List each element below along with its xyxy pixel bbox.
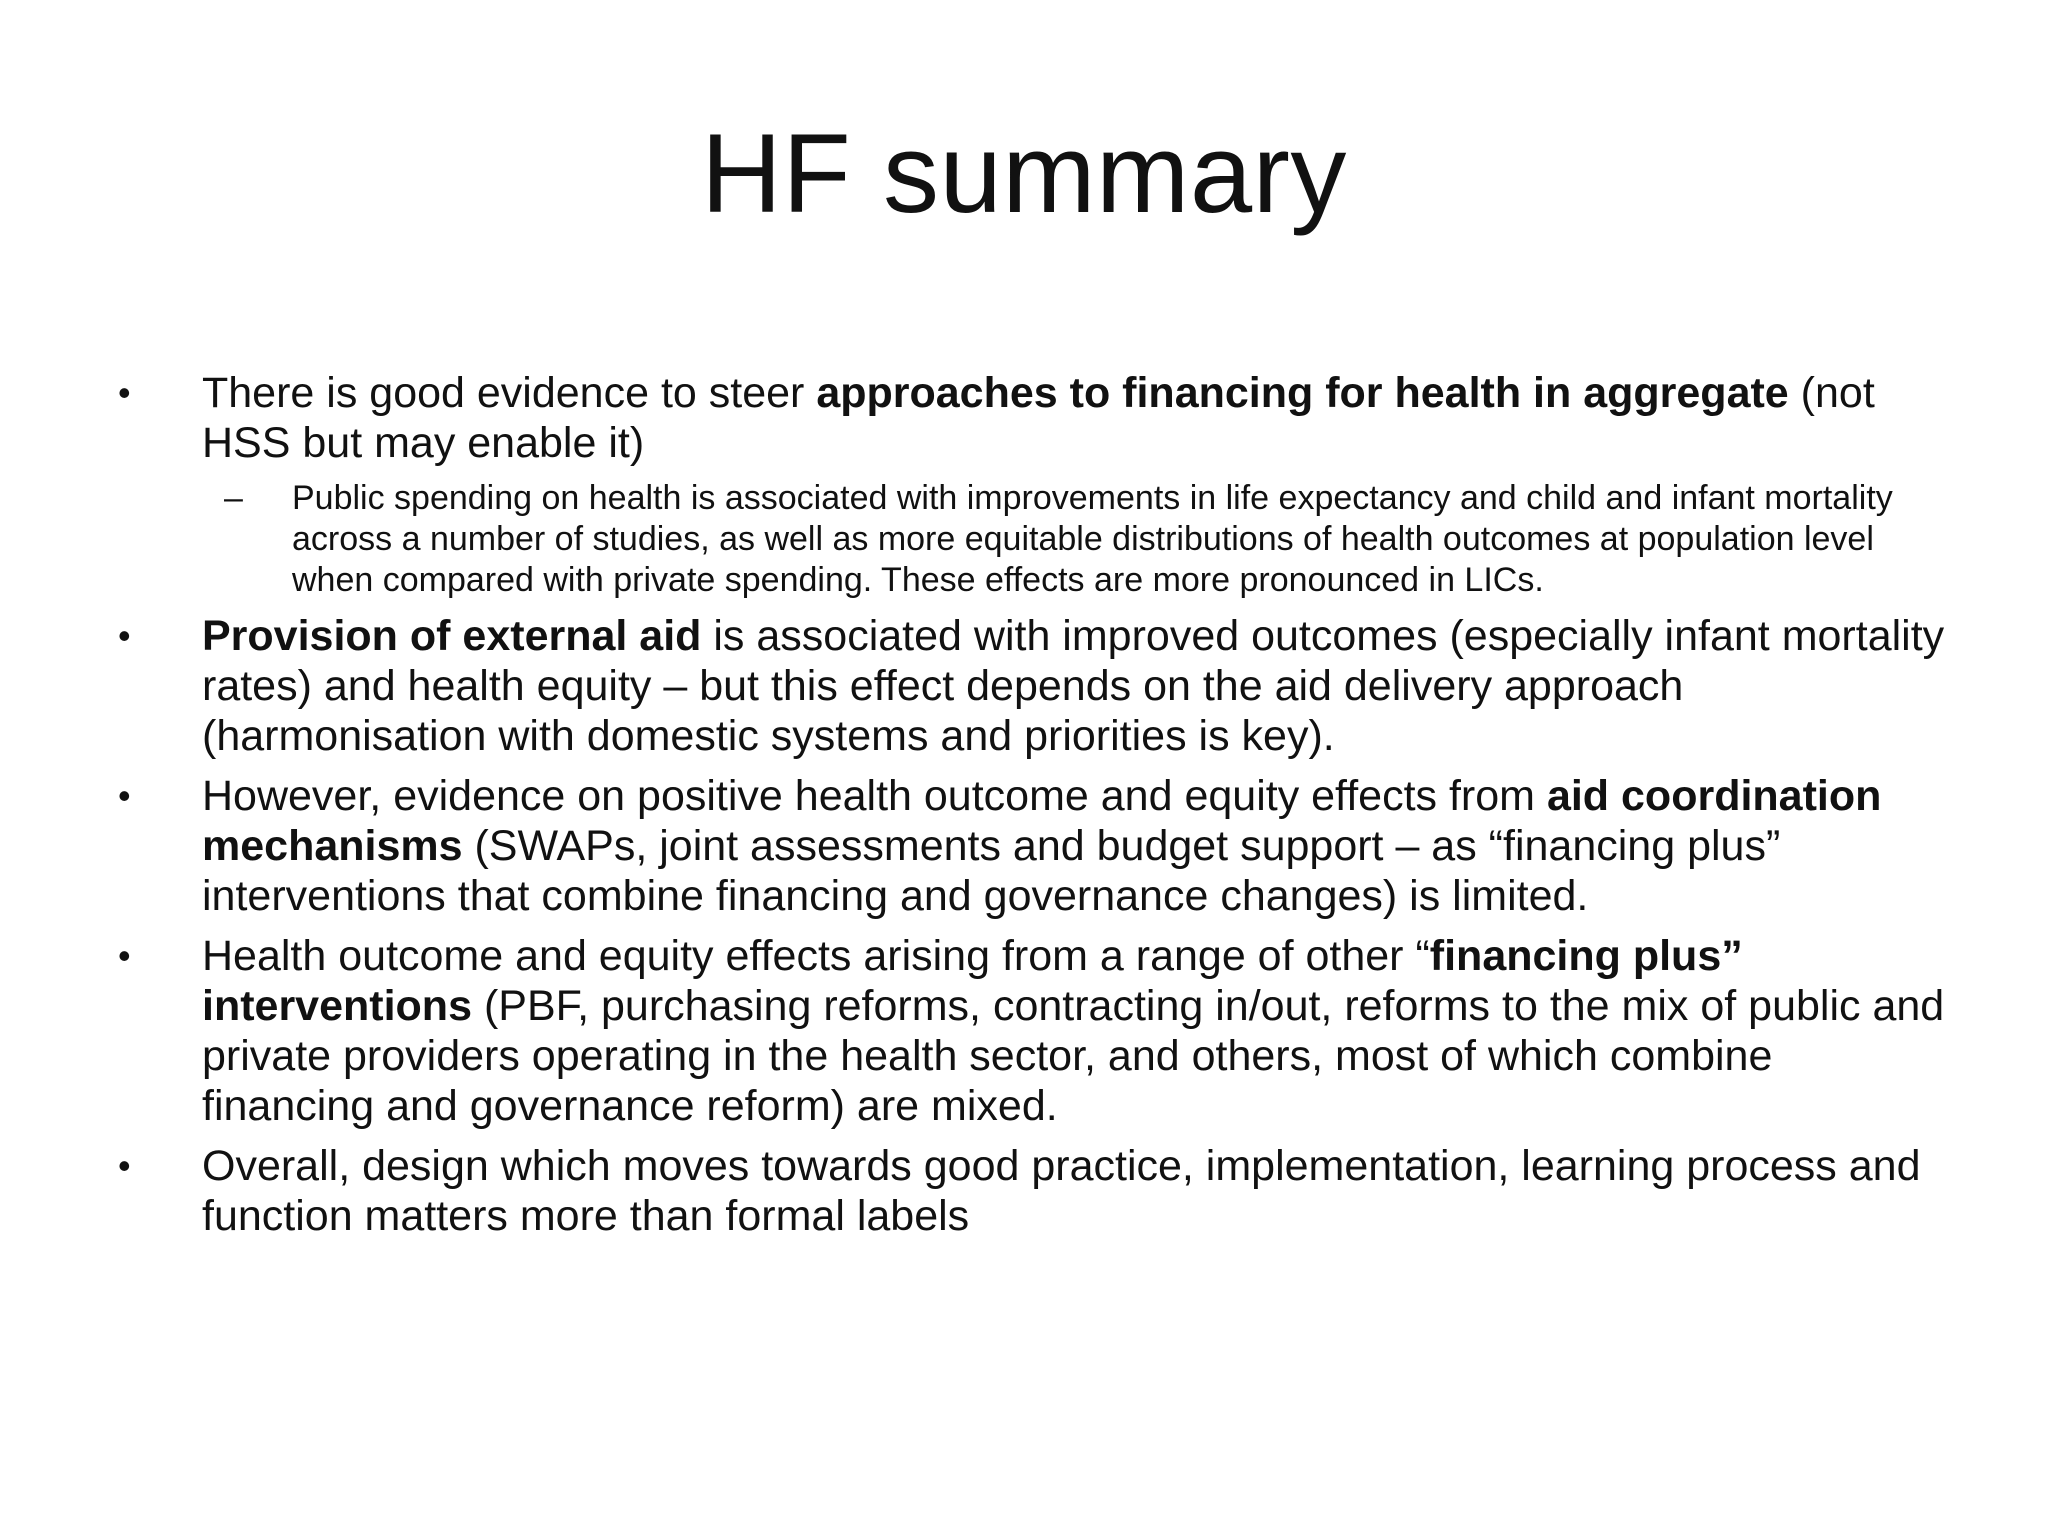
- dash-icon: –: [224, 479, 243, 517]
- bullet-item-4: [118, 931, 1948, 1131]
- bullet-icon: •: [118, 372, 131, 413]
- slide-content: [118, 368, 1948, 1251]
- bullet-text-part: However, evidence on positive health outcome and equity effects from: [202, 772, 1547, 820]
- bullet-text-bold: Provision of external aid: [202, 612, 702, 660]
- bullet-text-bold: approaches to financing for health in aggregate: [816, 369, 1789, 417]
- bullet-icon: •: [118, 775, 131, 816]
- bullet-text: [202, 771, 1948, 921]
- bullet-text-part: (PBF, purchasing reforms, contracting in/out, reforms to the mix of public and private providers operating in the health sector, and others, most of which combine financing and governance reform) are mixed.: [202, 982, 1945, 1130]
- bullet-icon: •: [118, 1145, 131, 1186]
- bullet-item-3: [118, 771, 1948, 921]
- bullet-text: [202, 931, 1948, 1131]
- bullet-item-2: [118, 611, 1948, 761]
- bullet-text-part: (SWAPs, joint assessments and budget support – as “financing plus” interventions that combine financing and governance changes) is limited.: [202, 822, 1781, 920]
- bullet-text: [202, 368, 1948, 468]
- sub-bullet-text: Public spending on health is associated with improvements in life expectancy and child and infant mortality across a number of studies, as well as more equitable distributions of health outcomes at population level when compared with private spending. These effects are more pronounced in LICs.: [292, 479, 1893, 599]
- bullet-text-part: is associated with improved outcomes (especially infant mortality rates) and health equity – but this effect depends on the aid delivery approach (harmonisation with domestic systems and priorities is key).: [202, 612, 1945, 760]
- bullet-icon: •: [118, 935, 131, 976]
- bullet-icon: •: [118, 615, 131, 656]
- bullet-text-part: There is good evidence to steer: [202, 369, 817, 417]
- bullet-text-part: (not HSS but may enable it): [202, 369, 1875, 467]
- bullet-text-bold: aid coordination mechanisms: [202, 772, 1882, 870]
- bullet-text-bold: financing plus” interventions: [202, 932, 1743, 1030]
- bullet-text-part: Overall, design which moves towards good practice, implementation, learning process and function matters more than formal labels: [202, 1142, 1921, 1240]
- bullet-item-5: [118, 1141, 1948, 1241]
- bullet-text-part: Health outcome and equity effects arising from a range of other “: [202, 932, 1430, 980]
- bullet-text: [202, 611, 1948, 761]
- slide-title: HF summary: [701, 111, 1347, 236]
- sub-bullet-item-1: [224, 478, 1944, 601]
- bullet-text: [202, 1141, 1948, 1241]
- bullet-item-1: [118, 368, 1948, 468]
